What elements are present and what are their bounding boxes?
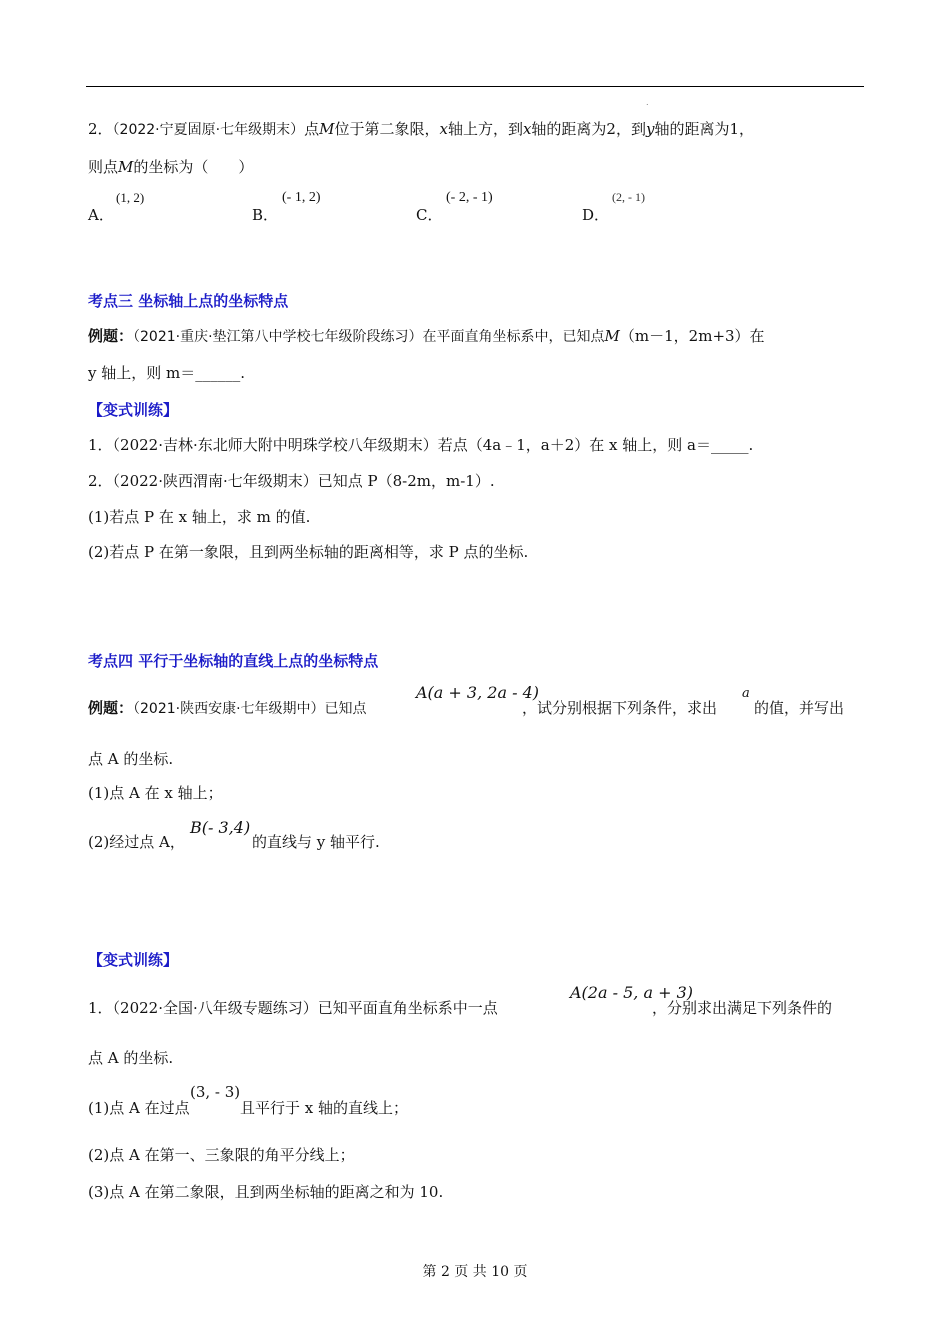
section3-variant-title: 【变式训练】 [88,401,179,419]
section4-cond2a: (2)经过点 A， [88,833,185,851]
option-d-value: (2, - 1) [612,190,645,204]
q2-line2 [88,156,253,177]
option-b [252,204,278,225]
section4-v1 [88,997,498,1018]
section3-title: 考点三 坐标轴上点的坐标特点 [88,292,289,310]
text: 点 [304,120,320,138]
text: 轴的距离为2，到 [531,120,646,138]
option-a [88,204,114,225]
section4-v1-c2: (2)点 A 在第一、三象限的角平分线上； [88,1146,355,1164]
text: 的坐标为（ ） [133,158,254,176]
section3-v2-2: (2)若点 P 在第一象限，且到两坐标轴的距离相等，求 P 点的坐标. [88,543,529,561]
section4-example [88,697,367,718]
section4-example-formula: A(a + 3, 2a - 4) [416,683,539,702]
text: （m－1，2m+3）在 [619,327,765,345]
var-y: y [645,120,655,138]
section3-example-line2: y 轴上，则 m＝______. [88,364,246,382]
section4-cond2-formula: B(- 3,4) [190,818,251,837]
option-label: D． [582,206,610,224]
text: （2021·陕西安康·七年级期中）已知点 [133,701,367,717]
text: ，试分别根据下列条件，求出 [522,699,718,717]
q2-source: （2022·宁夏固原·七年级期末） [112,122,305,138]
text: 则点 [88,158,119,176]
var-x: x [439,120,448,138]
section4-cond1: (1)点 A 在 x 轴上； [88,784,223,802]
section4-v1-c1-formula: (3, - 3) [190,1083,241,1101]
section4-cond2b: 的直线与 y 轴平行. [252,833,380,851]
option-label: B． [252,206,279,224]
option-c-value: (- 2, - 1) [446,190,493,205]
example-label: 例题： [88,327,134,345]
text: 轴上方，到 [447,120,523,138]
section4-v1-c1a: (1)点 A 在过点 [88,1099,190,1117]
text: 1．（2022·全国·八年级专题练习）已知平面直角坐标系中一点 [88,999,498,1017]
text: 轴的距离为1， [654,120,754,138]
section4-v1-c3: (3)点 A 在第二象限，且到两坐标轴的距离之和为 10. [88,1183,444,1201]
page-footer: 第 2 页 共 10 页 [422,1264,528,1280]
option-c [416,204,442,225]
section3-v1: 1．（2022·吉林·东北师大附中明珠学校八年级期末）若点（4a﹣1，a＋2）在 x 轴上，则 a＝_____. [88,436,754,454]
option-a-value: (1, 2) [116,190,145,205]
section4-variant-title: 【变式训练】 [88,951,179,969]
text: 位于第二象限， [334,120,440,138]
section4-v1-line2: 点 A 的坐标. [88,1049,174,1067]
section4-v1-c1b: 且平行于 x 轴的直线上； [240,1099,408,1117]
option-d [582,204,609,225]
option-b-value: (- 1, 2) [282,190,321,205]
q2-number: 2． [88,120,113,138]
var-x: x [522,120,532,138]
section4-title: 考点四 平行于坐标轴的直线上点的坐标特点 [88,652,379,670]
header-rule [86,86,864,87]
option-label: C． [416,206,443,224]
q2-line1 [88,118,754,139]
section3-v2: 2．（2022·陕西渭南·七年级期末）已知点 P（8-2m，m-1）. [88,472,495,490]
var-m: M [604,327,620,345]
option-label: A． [88,206,114,224]
var-m: M [118,158,134,176]
section4-example-rest [522,697,717,718]
section4-v1-formula: A(2a - 5, a + 3) [570,983,693,1002]
section4-example-rest2: 的值，并写出 [754,699,845,717]
var-m: M [319,120,335,138]
text: （2021·重庆·垫江第八中学校七年级阶段练习）在平面直角坐标系中，已知点 [133,329,605,345]
section3-v2-1: (1)若点 P 在 x 轴上，求 m 的值. [88,508,311,526]
section4-v1-rest: ，分别求出满足下列条件的 [652,999,833,1017]
section3-example [88,325,765,346]
example-label: 例题： [88,699,134,717]
section4-example-line2: 点 A 的坐标. [88,750,174,768]
section4-example-a: a [742,686,750,701]
header-dot: . [646,98,649,107]
